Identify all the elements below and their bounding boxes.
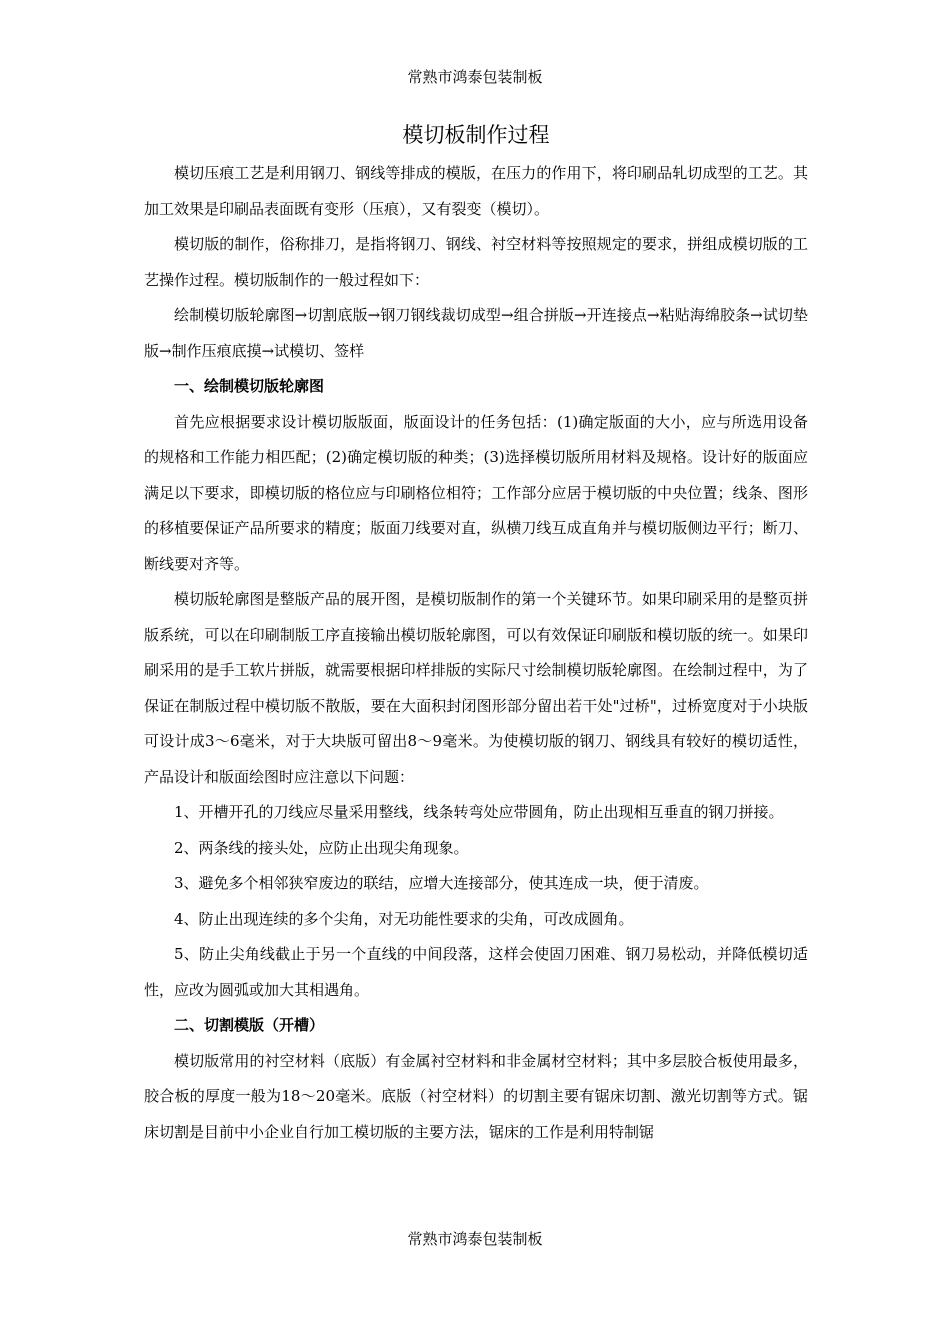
paragraph-process-flow: 绘制模切版轮廓图→切割底版→钢刀钢线裁切成型→组合拼版→开连接点→粘贴海绵胶条→试切垫版→制作压痕底摸→试模切、签样 <box>144 306 808 360</box>
paragraph-intro: 模切压痕工艺是利用钢刀、钢线等排成的模版，在压力的作用下，将印刷品轧切成型的工艺。其加工效果是印刷品表面既有变形（压痕），又有裂变（模切）。 <box>144 164 808 218</box>
paragraph-definition: 模切版的制作，俗称排刀，是指将钢刀、钢线、衬空材料等按照规定的要求，拼组成模切版的工艺操作过程。模切版制作的一般过程如下： <box>144 235 808 289</box>
page-header: 常熟市鸿泰包装制板 <box>407 68 543 86</box>
list-item-4: 4、防止出现连续的多个尖角，对无功能性要求的尖角，可改成圆角。 <box>174 909 634 928</box>
section-heading-2: 二、切割模版（开槽） <box>174 1016 325 1034</box>
paragraph-base-material: 模切版常用的衬空材料（底版）有金属衬空材料和非金属材空材料；其中多层胶合板使用最多，胶合板的厚度一般为18～20毫米。底版（衬空材料）的切割主要有锯床切割、激光切割等方式。锯床切割是目前中小企业自行加工模切版的主要方法，锯床的工作是利用特制锯 <box>144 1051 808 1141</box>
list-item-2: 2、两条线的接头处，应防止出现尖角现象。 <box>174 838 469 857</box>
list-item-3: 3、避免多个相邻狭窄废边的联结，应增大连接部分，使其连成一块，便于清废。 <box>174 874 709 892</box>
paragraph-design-requirements: 首先应根据要求设计模切版版面，版面设计的任务包括：(1)确定版面的大小，应与所选用设备的规格和工作能力相匹配；(2)确定模切版的种类；(3)选择模切版所用材料及规格。设计好的版面应满足以下要求，即模切版的格位应与印刷格位相符；工作部分应居于模切版的中央位置；线条、图形的移植要保证产品所要求的精度；版面刀线要对直，纵横刀线互成直角并与模切版侧边平行；断刀、断线要对齐等。 <box>144 412 808 573</box>
paragraph-outline-drawing: 模切版轮廓图是整版产品的展开图，是模切版制作的第一个关键环节。如果印刷采用的是整页拼版系统，可以在印刷制版工序直接输出模切版轮廓图，可以有效保证印刷版和模切版的统一。如果印刷采用的是手工软片拼版，就需要根据印样排版的实际尺寸绘制模切版轮廓图。在绘制过程中，为了保证在制版过程中模切版不散版，要在大面积封闭图形部分留出若干处"过桥"，过桥宽度对于小块版可设计成3～6毫米，对于大块版可留出8～9毫米。为使模切版的钢刀、钢线具有较好的模切适性，产品设计和版面绘图时应注意以下问题： <box>144 590 808 786</box>
document-body <box>144 118 808 1150</box>
page-footer: 常熟市鸿泰包装制板 <box>407 1230 543 1248</box>
list-item-5: 5、防止尖角线截止于另一个直线的中间段落，这样会使固刀困难、钢刀易松动，并降低模切适性，应改为圆弧或加大其相遇角。 <box>144 945 808 999</box>
document-title: 模切板制作过程 <box>402 123 550 147</box>
section-heading-1: 一、绘制模切版轮廓图 <box>174 377 325 395</box>
list-item-1: 1、开槽开孔的刀线应尽量采用整线，线条转弯处应带圆角，防止出现相互垂直的钢刀拼接。 <box>174 803 784 821</box>
